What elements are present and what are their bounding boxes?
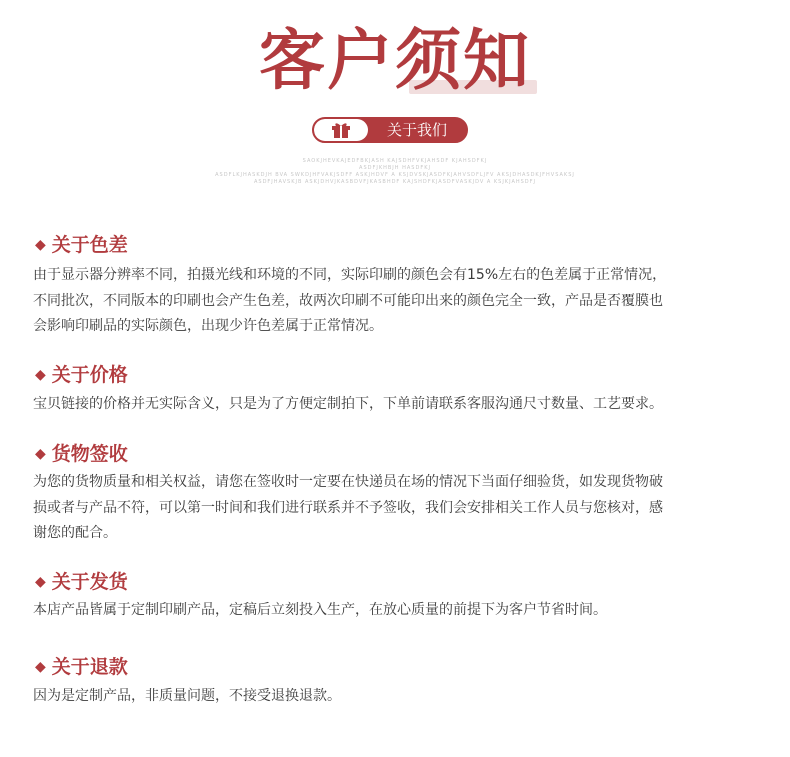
body-line: 因为是定制产品，非质量问题，不接受退换退款。 bbox=[33, 688, 341, 704]
diamond-icon: ◆ bbox=[35, 446, 46, 462]
section-title-shipping bbox=[35, 570, 128, 594]
page-header bbox=[0, 22, 790, 100]
body-line: 为您的货物质量和相关权益，请您在签收时一定要在快递员在场的情况下当面仔细验货，如发现货物破 bbox=[33, 474, 663, 490]
body-line: 宝贝链接的价格并无实际含义，只是为了方便定制拍下，下单前请联系客服沟通尺寸数量、工艺要求。 bbox=[33, 396, 663, 412]
about-us-badge[interactable] bbox=[312, 117, 468, 143]
badge-icon-container bbox=[314, 119, 368, 141]
badge-label: 关于我们 bbox=[386, 121, 447, 139]
section-body-price bbox=[33, 392, 763, 418]
body-line: 谢您的配合。 bbox=[33, 525, 117, 541]
gift-icon bbox=[331, 122, 351, 138]
page-title-text: 客户须知 bbox=[259, 22, 531, 99]
section-title-receipt bbox=[35, 442, 128, 466]
diamond-icon: ◆ bbox=[35, 367, 46, 383]
section-title-text: 关于价格 bbox=[51, 364, 128, 386]
filler-text-line: ASDFLKJHASKDJH BVA SWKDJHFVAKJSDFF ASKJHDVF A KSJDVSKJASDFKJAHVSDFLJFV AKSJDHASDKJFHVSAKSJ bbox=[215, 172, 575, 178]
diamond-icon: ◆ bbox=[35, 237, 46, 253]
filler-text-line: SAOKJHEVKAJEDFBKJASH KAJSDHFVKJAHSDF KJAHSDFKJ bbox=[302, 158, 488, 164]
section-body-color-difference bbox=[33, 263, 763, 340]
body-line: 由于显示器分辨率不同，拍摄光线和环境的不同，实际印刷的颜色会有15%左右的色差属于正常情况， bbox=[33, 267, 667, 283]
section-title-text: 货物签收 bbox=[51, 443, 128, 465]
section-title-price bbox=[35, 363, 128, 387]
section-title-color-difference bbox=[35, 233, 128, 257]
filler-text-line: ASDFJHAVSKJB ASKJDHVJKASBDVFJKASBHDF KAJSHDFKJASDFVASKJDV A KSJKJAHSDFJ bbox=[253, 179, 537, 185]
body-line: 不同批次，不同版本的印刷也会产生色差，故两次印刷不可能印出来的颜色完全一致，产品是否覆膜也 bbox=[33, 292, 663, 309]
section-body-shipping bbox=[33, 598, 763, 624]
page-title bbox=[259, 22, 531, 100]
section-title-refund bbox=[35, 655, 128, 679]
section-body-receipt bbox=[33, 470, 763, 547]
body-line: 损或者与产品不符，可以第一时间和我们进行联系并不予签收，我们会安排相关工作人员与您核对，感 bbox=[33, 499, 663, 516]
section-title-text: 关于退款 bbox=[51, 656, 128, 678]
filler-text-line: ASDFJKHBJH HASDFKJ bbox=[359, 165, 431, 171]
section-title-text: 关于色差 bbox=[51, 234, 128, 256]
diamond-icon: ◆ bbox=[35, 659, 46, 675]
section-body-refund bbox=[33, 684, 763, 710]
diamond-icon: ◆ bbox=[35, 574, 46, 590]
body-line: 本店产品皆属于定制印刷产品，定稿后立刻投入生产，在放心质量的前提下为客户节省时间。 bbox=[33, 602, 607, 618]
section-title-text: 关于发货 bbox=[51, 571, 128, 593]
body-line: 会影响印刷品的实际颜色，出现少许色差属于正常情况。 bbox=[33, 318, 383, 334]
